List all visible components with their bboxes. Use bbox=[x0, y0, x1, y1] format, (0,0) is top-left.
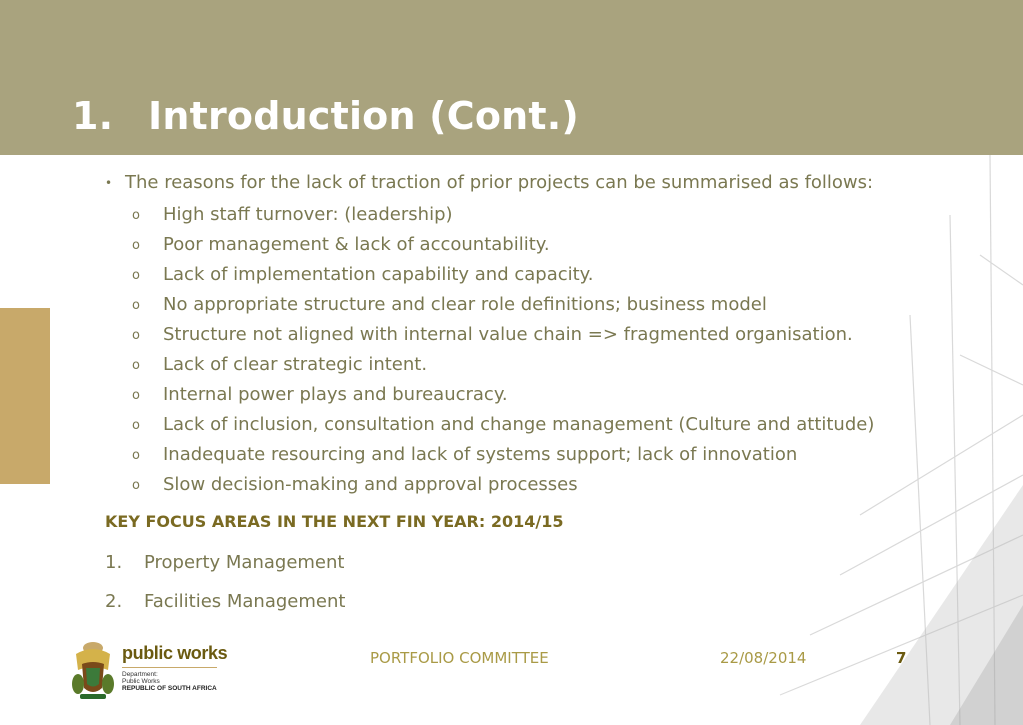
sub-bullet-text: Lack of implementation capability and capacity. bbox=[163, 264, 594, 285]
sub-bullet-item bbox=[105, 230, 985, 260]
main-bullet-text: The reasons for the lack of traction of prior projects can be summarised as follows: bbox=[125, 172, 874, 193]
sub-bullet-text: Poor management & lack of accountability. bbox=[163, 234, 550, 255]
header-band bbox=[0, 0, 1023, 155]
footer-date: 22/08/2014 bbox=[720, 649, 807, 667]
slide-content bbox=[105, 170, 985, 621]
footer-page-number: 7 bbox=[896, 649, 907, 667]
title-number: 1. bbox=[72, 94, 114, 138]
sub-bullet-text: Slow decision-making and approval processes bbox=[163, 474, 578, 495]
logo-line-public-works: Public Works bbox=[122, 678, 160, 685]
logo-name: public works bbox=[122, 643, 228, 663]
hollow-circle-bullet-icon: o bbox=[132, 238, 140, 253]
side-accent-bar bbox=[0, 308, 50, 484]
focus-areas-heading: KEY FOCUS AREAS IN THE NEXT FIN YEAR: 2014/15 bbox=[105, 512, 564, 531]
focus-area-item bbox=[105, 582, 985, 621]
focus-area-item bbox=[105, 543, 985, 582]
slide-title bbox=[72, 94, 579, 138]
sub-bullet-text: Lack of inclusion, consultation and change management (Culture and attitude) bbox=[163, 414, 875, 435]
focus-area-text: Property Management bbox=[144, 552, 345, 573]
logo-divider bbox=[122, 667, 217, 668]
sub-bullet-list bbox=[105, 200, 985, 500]
focus-areas-list bbox=[105, 543, 985, 621]
hollow-circle-bullet-icon: o bbox=[132, 358, 140, 373]
sub-bullet-item bbox=[105, 350, 985, 380]
sub-bullet-item bbox=[105, 320, 985, 350]
sub-bullet-item bbox=[105, 200, 985, 230]
bullet-dot-icon: • bbox=[105, 176, 113, 190]
hollow-circle-bullet-icon: o bbox=[132, 268, 140, 283]
hollow-circle-bullet-icon: o bbox=[132, 208, 140, 223]
sub-bullet-text: Lack of clear strategic intent. bbox=[163, 354, 428, 375]
sub-bullet-item bbox=[105, 260, 985, 290]
hollow-circle-bullet-icon: o bbox=[132, 418, 140, 433]
sub-bullet-text: Inadequate resourcing and lack of systems support; lack of innovation bbox=[163, 444, 798, 465]
sub-bullet-item bbox=[105, 380, 985, 410]
sub-bullet-text: No appropriate structure and clear role definitions; business model bbox=[163, 294, 767, 315]
sub-bullet-item bbox=[105, 470, 985, 500]
focus-area-number: 2. bbox=[105, 591, 123, 612]
hollow-circle-bullet-icon: o bbox=[132, 478, 140, 493]
sub-bullet-item bbox=[105, 440, 985, 470]
hollow-circle-bullet-icon: o bbox=[132, 448, 140, 463]
hollow-circle-bullet-icon: o bbox=[132, 298, 140, 313]
logo-line-department: Department: bbox=[122, 671, 158, 678]
sub-bullet-item bbox=[105, 290, 985, 320]
coat-of-arms-icon bbox=[70, 640, 116, 702]
focus-area-number: 1. bbox=[105, 552, 123, 573]
focus-area-text: Facilities Management bbox=[144, 591, 346, 612]
sub-bullet-text: Structure not aligned with internal value chain => fragmented organisation. bbox=[163, 324, 853, 345]
logo-line-country: REPUBLIC OF SOUTH AFRICA bbox=[122, 685, 217, 692]
title-text: Introduction (Cont.) bbox=[148, 94, 579, 138]
footer-center-text: PORTFOLIO COMMITTEE bbox=[370, 649, 549, 667]
sub-bullet-text: Internal power plays and bureaucracy. bbox=[163, 384, 508, 405]
department-logo bbox=[70, 640, 240, 702]
hollow-circle-bullet-icon: o bbox=[132, 328, 140, 343]
sub-bullet-text: High staff turnover: (leadership) bbox=[163, 204, 453, 225]
main-bullet bbox=[105, 170, 985, 196]
hollow-circle-bullet-icon: o bbox=[132, 388, 140, 403]
sub-bullet-item bbox=[105, 410, 985, 440]
